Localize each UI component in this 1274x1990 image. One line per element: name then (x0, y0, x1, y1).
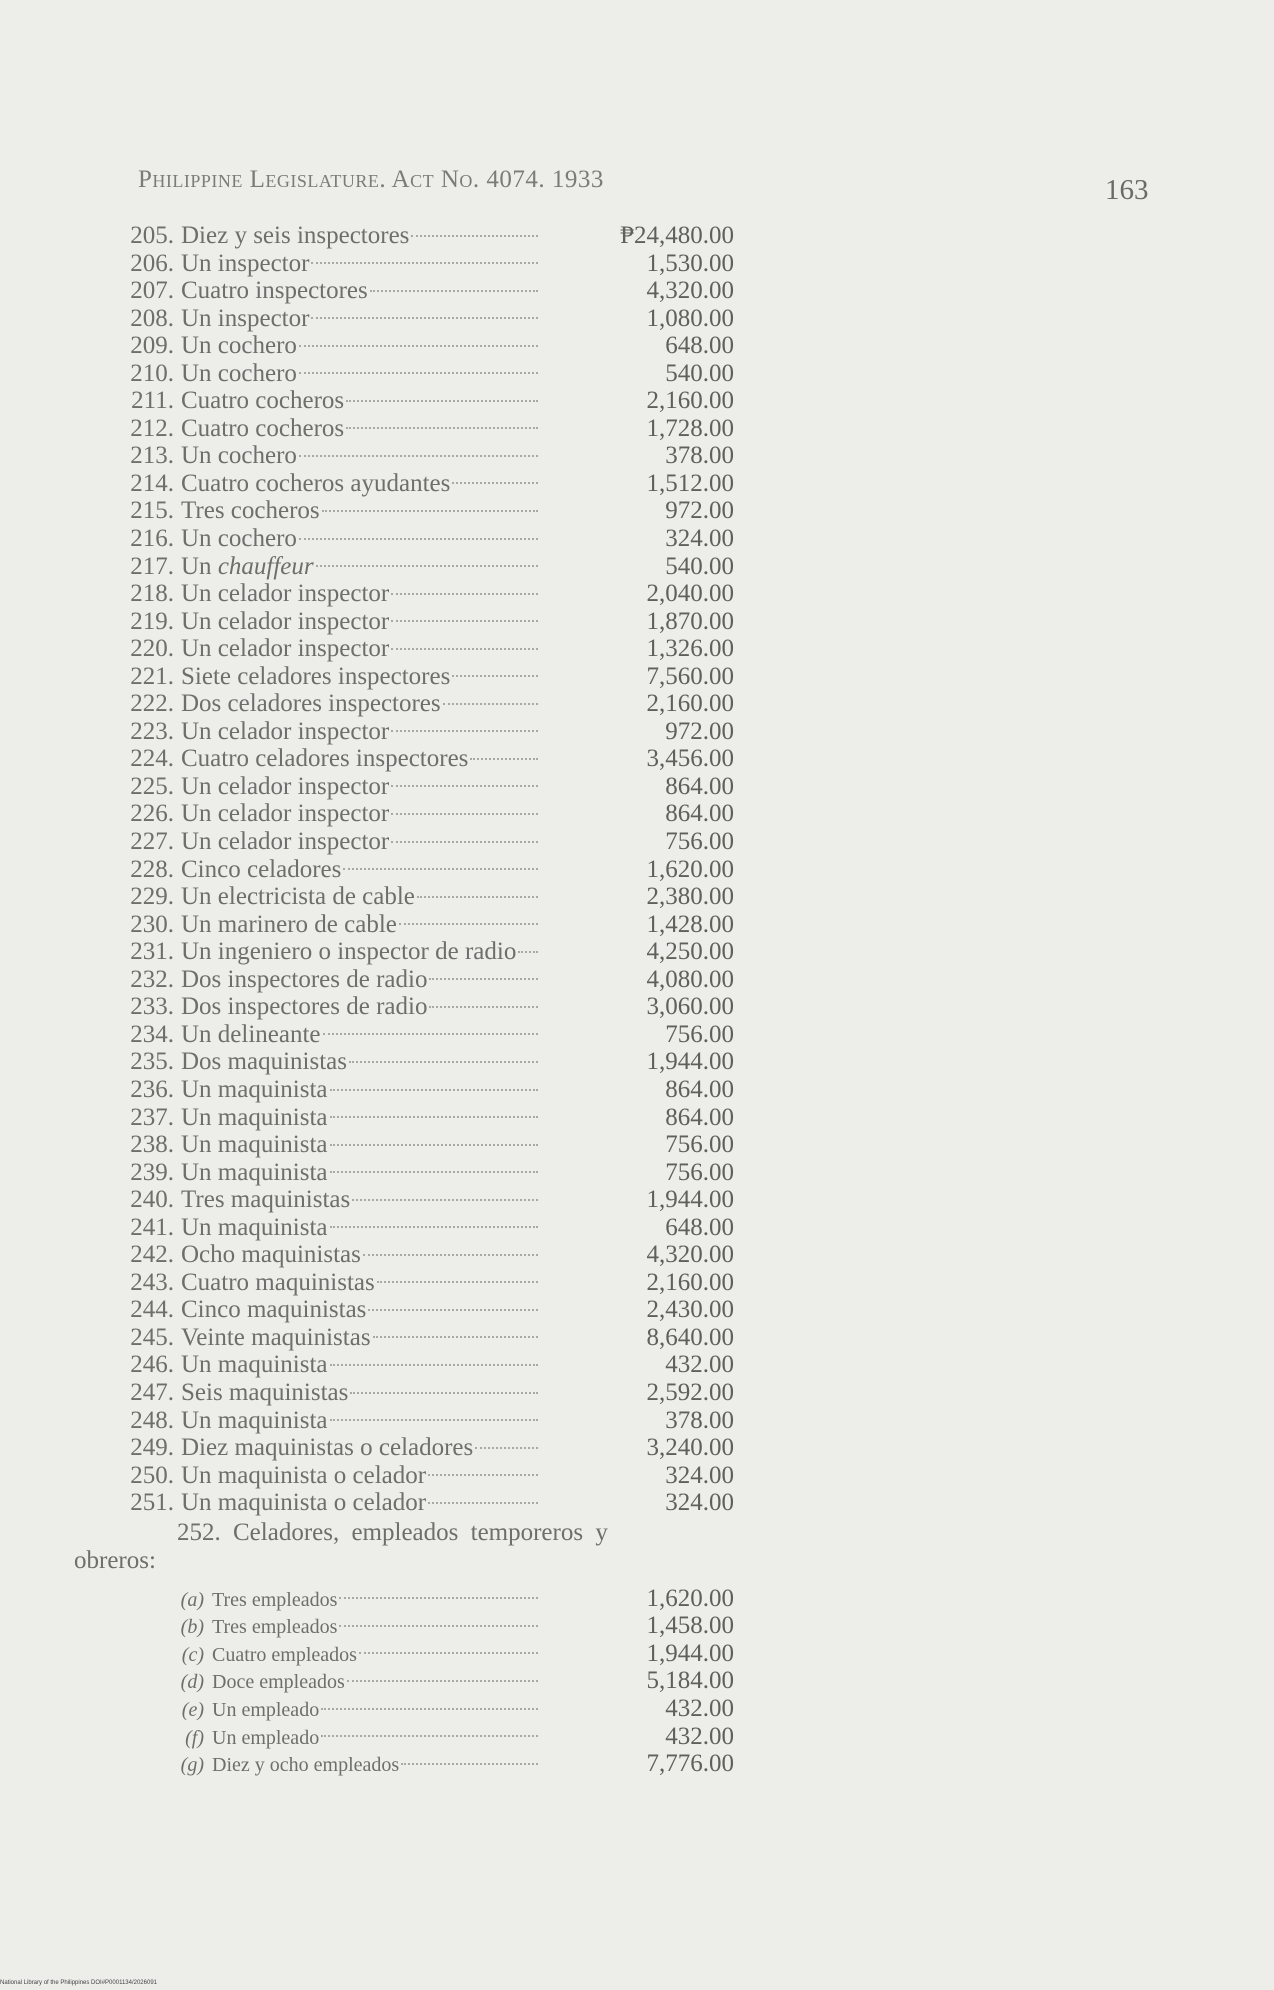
sub-list-item (104, 1723, 864, 1751)
item-number: 207. (130, 277, 174, 305)
item-number: 217. (130, 552, 174, 580)
item-amount: 1,326.00 (646, 635, 734, 663)
item-number: 213. (130, 442, 174, 470)
item-amount: 1,870.00 (646, 607, 734, 635)
item-amount: 648.00 (665, 332, 734, 360)
item-amount: 864.00 (665, 800, 734, 828)
dot-leader (429, 1006, 538, 1008)
item-amount: 2,592.00 (646, 1378, 734, 1406)
list-item (104, 1462, 864, 1490)
list-item (104, 938, 864, 966)
dot-leader (411, 235, 538, 237)
dot-leader (429, 978, 538, 980)
list-item (104, 360, 864, 388)
list-item (104, 470, 864, 498)
item-number: 236. (130, 1075, 174, 1103)
sub-list-item (104, 1612, 864, 1640)
dot-leader (452, 675, 538, 677)
item-label: Un maquinista (181, 1075, 328, 1103)
dot-leader (391, 593, 538, 595)
list-item (104, 1407, 864, 1435)
item-label: Cuatro celadores inspectores (181, 745, 469, 773)
dot-leader (330, 1144, 538, 1146)
item-label: Cuatro inspectores (181, 277, 368, 305)
item-number: 205. (130, 222, 174, 249)
dot-leader (475, 1447, 538, 1449)
page-number: 163 (1105, 174, 1149, 206)
sub-list-item (104, 1585, 864, 1613)
dot-leader (330, 1419, 538, 1421)
list-item (104, 800, 864, 828)
item-number: 243. (130, 1268, 174, 1296)
item-number: 241. (130, 1213, 174, 1241)
item-amount: 756.00 (665, 1131, 734, 1159)
dot-leader (349, 1061, 538, 1063)
item-label: Un inspector (181, 249, 310, 277)
item-amount: 432.00 (665, 1351, 734, 1379)
list-item (104, 663, 864, 691)
list-item (104, 1351, 864, 1379)
dot-leader (299, 455, 538, 457)
list-item (104, 305, 864, 333)
item-number: 251. (130, 1489, 174, 1517)
dot-leader (428, 1502, 538, 1504)
item-amount: 4,320.00 (646, 277, 734, 305)
item-label: Cuatro cocheros ayudantes (181, 469, 451, 497)
item-number: 245. (130, 1323, 174, 1351)
dot-leader (311, 317, 538, 319)
sub-item-label: Cuatro empleados (212, 1643, 357, 1666)
item-amount: 1,944.00 (646, 1186, 734, 1214)
list-item (104, 773, 864, 801)
item-number: 238. (130, 1131, 174, 1159)
item-label: Un celador inspector (181, 800, 390, 828)
item-amount: 2,380.00 (646, 883, 734, 911)
item-number: 240. (130, 1186, 174, 1214)
list-item (104, 1131, 864, 1159)
item-amount: 540.00 (665, 359, 734, 387)
item-number: 221. (130, 662, 174, 690)
list-item (104, 1104, 864, 1132)
item-label: Dos maquinistas (181, 1048, 347, 1076)
dot-leader (343, 868, 538, 870)
item-number: 225. (130, 772, 174, 800)
sub-item-label: Doce empleados (212, 1671, 345, 1694)
dot-leader (401, 1763, 538, 1765)
list-item (104, 387, 864, 415)
item-label: Un cochero (181, 332, 297, 360)
sub-item-label: Tres empleados (212, 1616, 338, 1639)
sub-list-item (104, 1750, 864, 1778)
list-item (104, 332, 864, 360)
item-number: 226. (130, 800, 174, 828)
item-amount: 864.00 (665, 772, 734, 800)
item-amount: 756.00 (665, 1158, 734, 1186)
item-label: Un cochero (181, 525, 297, 553)
sub-item-amount: 1,944.00 (646, 1639, 734, 1667)
dot-leader (347, 1680, 538, 1682)
item-number: 210. (130, 359, 174, 387)
item-label: Un celador inspector (181, 717, 390, 745)
sub-item-amount: 432.00 (665, 1695, 734, 1723)
dot-leader (443, 703, 538, 705)
item-amount: 4,320.00 (646, 1241, 734, 1269)
item-number: 242. (130, 1241, 174, 1269)
item-amount: 1,620.00 (646, 855, 734, 883)
dot-leader (391, 785, 538, 787)
list-item (104, 1186, 864, 1214)
appropriation-list (74, 222, 864, 1778)
item-label: Ocho maquinistas (181, 1241, 361, 1269)
list-item (104, 1076, 864, 1104)
sub-item-letter: (b) (180, 1616, 204, 1639)
item-252-line-1: 252. Celadores, empleados temporeros y (177, 1518, 608, 1546)
item-amount: 1,080.00 (646, 304, 734, 332)
item-amount: 756.00 (665, 1020, 734, 1048)
sub-item-letter: (f) (185, 1726, 204, 1749)
item-amount: 3,456.00 (646, 745, 734, 773)
item-number: 211. (131, 387, 174, 415)
dot-leader (470, 758, 538, 760)
item-label: Diez y seis inspectores (181, 222, 410, 249)
item-number: 234. (130, 1020, 174, 1048)
running-head-text: Philippine Legislature. Act No. 4074. 1933 (138, 166, 604, 193)
dot-leader (339, 1625, 538, 1627)
dot-leader (330, 1089, 538, 1091)
item-amount: 324.00 (665, 525, 734, 553)
dot-leader (391, 813, 538, 815)
item-amount: 3,060.00 (646, 993, 734, 1021)
list-item (104, 580, 864, 608)
list-item (104, 856, 864, 884)
item-number: 224. (130, 745, 174, 773)
dot-leader (299, 538, 538, 540)
item-label: Cinco maquinistas (181, 1296, 367, 1324)
list-item (104, 690, 864, 718)
item-amount: 540.00 (665, 552, 734, 580)
item-number: 214. (130, 469, 174, 497)
item-rows (104, 222, 864, 1517)
scan-footer: National Library of the Philippines DOI#P0001134/2026091 (0, 1980, 157, 1986)
sub-list-item (104, 1640, 864, 1668)
item-label: Un celador inspector (181, 772, 390, 800)
dot-leader (321, 1735, 538, 1737)
dot-leader (518, 951, 538, 953)
sub-item-amount: 5,184.00 (646, 1667, 734, 1695)
sub-item-letter: (a) (180, 1588, 204, 1611)
item-label: Un ingeniero o inspector de radio (181, 938, 517, 966)
list-item (104, 1324, 864, 1352)
list-item (104, 828, 864, 856)
list-item (104, 1434, 864, 1462)
dot-leader (391, 730, 538, 732)
item-label: Un maquinista (181, 1103, 328, 1131)
item-label: Dos inspectores de radio (181, 965, 428, 993)
item-number: 230. (130, 910, 174, 938)
item-amount: 324.00 (665, 1489, 734, 1517)
item-amount: 324.00 (665, 1461, 734, 1489)
list-item (104, 1159, 864, 1187)
item-number: 209. (130, 332, 174, 360)
item-number: 233. (130, 993, 174, 1021)
list-item (104, 1048, 864, 1076)
sub-item-letter: (e) (181, 1699, 204, 1722)
sub-item-letter: (d) (180, 1671, 204, 1694)
sub-item-label: Un empleado (212, 1699, 320, 1722)
list-item (104, 1489, 864, 1517)
item-amount: 378.00 (665, 1406, 734, 1434)
item-amount: 4,250.00 (646, 938, 734, 966)
sub-item-amount: 7,776.00 (646, 1750, 734, 1778)
dot-leader (299, 345, 538, 347)
sub-item-label: Un empleado (212, 1726, 320, 1749)
item-label: Cinco celadores (181, 855, 342, 883)
item-amount: 2,040.00 (646, 580, 734, 608)
item-number: 206. (130, 249, 174, 277)
item-amount: 1,944.00 (646, 1048, 734, 1076)
item-number: 232. (130, 965, 174, 993)
sub-item-label: Diez y ocho empleados (212, 1754, 400, 1777)
item-label: Un maquinista (181, 1158, 328, 1186)
item-number: 223. (130, 717, 174, 745)
list-item (104, 635, 864, 663)
list-item (104, 553, 864, 581)
list-item (104, 277, 864, 305)
dot-leader (321, 1708, 538, 1710)
dot-leader (373, 1336, 538, 1338)
list-item (104, 883, 864, 911)
dot-leader (350, 1392, 538, 1394)
list-item (104, 608, 864, 636)
sub-item-rows (104, 1585, 864, 1778)
sub-item-amount: 1,620.00 (646, 1584, 734, 1612)
item-label: Diez maquinistas o celadores (181, 1434, 474, 1462)
item-label: Un celador inspector (181, 635, 390, 663)
sub-item-label: Tres empleados (212, 1588, 338, 1611)
item-amount: 1,512.00 (646, 469, 734, 497)
item-number: 248. (130, 1406, 174, 1434)
item-number: 227. (130, 828, 174, 856)
item-label: Un maquinista (181, 1406, 328, 1434)
item-number: 216. (130, 525, 174, 553)
dot-leader (330, 1171, 538, 1173)
list-item (104, 1021, 864, 1049)
item-amount: 2,160.00 (646, 1268, 734, 1296)
dot-leader (352, 1199, 538, 1201)
list-item (104, 1214, 864, 1242)
italic-word: chauffeur (217, 552, 314, 580)
sub-item-amount: 432.00 (665, 1722, 734, 1750)
sub-list-item (104, 1667, 864, 1695)
dot-leader (323, 1033, 538, 1035)
item-number: 246. (130, 1351, 174, 1379)
item-amount: 972.00 (665, 497, 734, 525)
item-label: Un maquinista o celador (181, 1461, 427, 1489)
item-number: 218. (130, 580, 174, 608)
dot-leader (330, 1116, 538, 1118)
item-number: 228. (130, 855, 174, 883)
sub-list-item (104, 1695, 864, 1723)
item-amount: 756.00 (665, 828, 734, 856)
item-amount: 8,640.00 (646, 1323, 734, 1351)
item-label: Un inspector (181, 304, 310, 332)
dot-leader (299, 372, 538, 374)
dot-leader (316, 565, 538, 567)
item-label: Cuatro maquinistas (181, 1268, 375, 1296)
item-amount: 864.00 (665, 1103, 734, 1131)
item-amount: 972.00 (665, 717, 734, 745)
item-number: 237. (130, 1103, 174, 1131)
list-item (104, 1379, 864, 1407)
list-item (104, 1269, 864, 1297)
item-label: Siete celadores inspectores (181, 662, 451, 690)
dot-leader (330, 1226, 538, 1228)
item-amount: 648.00 (665, 1213, 734, 1241)
list-item (104, 415, 864, 443)
dot-leader (399, 923, 538, 925)
item-label: Un maquinista (181, 1213, 328, 1241)
item-label: Tres maquinistas (181, 1186, 351, 1214)
sub-item-letter: (c) (181, 1643, 204, 1666)
list-item (104, 442, 864, 470)
item-label: Un delineante (181, 1020, 321, 1048)
dot-leader (391, 620, 538, 622)
item-number: 249. (130, 1434, 174, 1462)
item-number: 235. (130, 1048, 174, 1076)
item-252-line-2: obreros: (74, 1546, 156, 1574)
list-item (104, 993, 864, 1021)
item-amount: 4,080.00 (646, 965, 734, 993)
dot-leader (391, 841, 538, 843)
item-label: Seis maquinistas (181, 1378, 349, 1406)
item-amount: 1,530.00 (646, 249, 734, 277)
item-number: 212. (130, 414, 174, 442)
item-number: 244. (130, 1296, 174, 1324)
list-item (104, 1241, 864, 1269)
item-amount: 1,728.00 (646, 414, 734, 442)
list-item (104, 250, 864, 278)
item-number: 239. (130, 1158, 174, 1186)
dot-leader (377, 1281, 538, 1283)
item-amount: ₱24,480.00 (620, 222, 734, 249)
sub-item-amount: 1,458.00 (646, 1612, 734, 1640)
dot-leader (391, 648, 538, 650)
item-label: Un cochero (181, 359, 297, 387)
item-number: 231. (130, 938, 174, 966)
item-label: Un chauffeur (181, 552, 314, 580)
item-number: 215. (130, 497, 174, 525)
item-amount: 378.00 (665, 442, 734, 470)
list-item (104, 966, 864, 994)
item-label: Dos celadores inspectores (181, 690, 441, 718)
item-label: Tres cocheros (181, 497, 320, 525)
item-label: Un marinero de cable (181, 910, 397, 938)
dot-leader (370, 290, 538, 292)
item-amount: 1,428.00 (646, 910, 734, 938)
list-item (104, 497, 864, 525)
item-label: Cuatro cocheros (181, 414, 345, 442)
list-item (104, 745, 864, 773)
dot-leader (322, 510, 538, 512)
dot-leader (346, 427, 538, 429)
list-item (104, 718, 864, 746)
item-number: 247. (130, 1378, 174, 1406)
dot-leader (428, 1474, 538, 1476)
dot-leader (339, 1597, 538, 1599)
list-item (104, 1296, 864, 1324)
item-amount: 2,430.00 (646, 1296, 734, 1324)
dot-leader (311, 262, 538, 264)
list-item (104, 525, 864, 553)
running-head (138, 166, 604, 194)
list-item (104, 911, 864, 939)
item-label: Un maquinista (181, 1351, 328, 1379)
dot-leader (359, 1652, 538, 1654)
item-label: Un electricista de cable (181, 883, 415, 911)
item-252-heading (74, 1519, 774, 1575)
item-number: 208. (130, 304, 174, 332)
dot-leader (346, 400, 538, 402)
item-label: Un cochero (181, 442, 297, 470)
list-item (104, 222, 864, 250)
item-label: Un celador inspector (181, 828, 390, 856)
item-label: Dos inspectores de radio (181, 993, 428, 1021)
dot-leader (363, 1254, 538, 1256)
dot-leader (452, 482, 538, 484)
item-number: 222. (130, 690, 174, 718)
item-number: 220. (130, 635, 174, 663)
item-label: Un celador inspector (181, 580, 390, 608)
item-amount: 2,160.00 (646, 387, 734, 415)
item-amount: 7,560.00 (646, 662, 734, 690)
dot-leader (417, 896, 538, 898)
dot-leader (368, 1309, 538, 1311)
item-amount: 864.00 (665, 1075, 734, 1103)
item-label: Veinte maquinistas (181, 1323, 371, 1351)
sub-item-letter: (g) (180, 1754, 204, 1777)
item-number: 219. (130, 607, 174, 635)
item-label: Cuatro cocheros (181, 387, 345, 415)
item-amount: 3,240.00 (646, 1434, 734, 1462)
item-label: Un maquinista (181, 1131, 328, 1159)
item-number: 229. (130, 883, 174, 911)
item-label: Un maquinista o celador (181, 1489, 427, 1517)
item-label: Un celador inspector (181, 607, 390, 635)
item-amount: 2,160.00 (646, 690, 734, 718)
dot-leader (330, 1364, 538, 1366)
item-number: 250. (130, 1461, 174, 1489)
